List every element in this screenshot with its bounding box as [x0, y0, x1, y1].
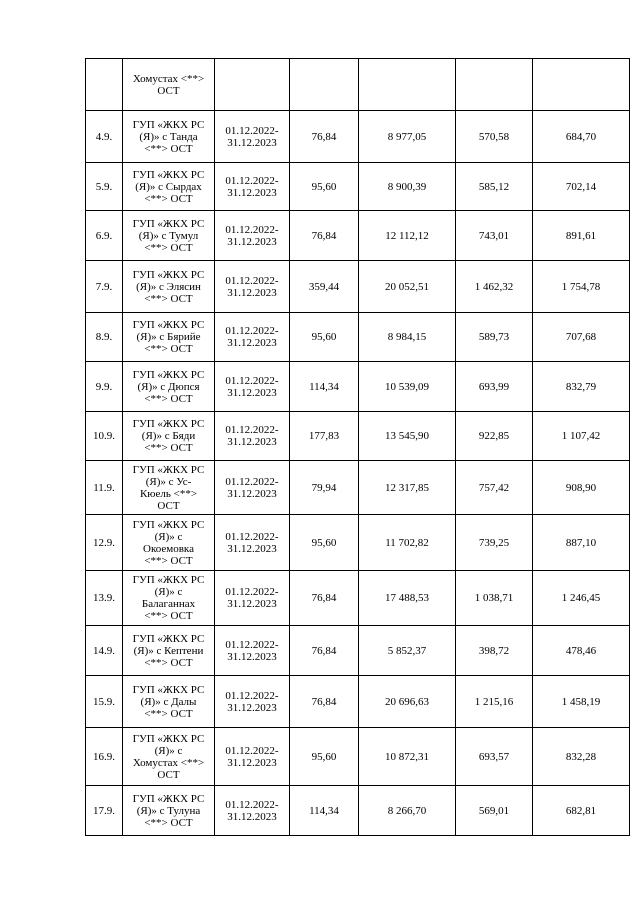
org-name-cell: ГУП «ЖКХ РС (Я)» с Тулуна <**> ОСТ	[123, 786, 215, 836]
period-cell: 01.12.2022- 31.12.2023	[215, 786, 290, 836]
row-number-cell: 15.9.	[86, 676, 123, 728]
table-row	[86, 111, 630, 163]
value-cell-4: 478,46	[533, 626, 630, 676]
value-cell-2: 10 872,31	[359, 728, 456, 786]
value-cell-1: 76,84	[290, 111, 359, 163]
value-cell-3: 739,25	[456, 515, 533, 571]
value-cell-2: 8 266,70	[359, 786, 456, 836]
row-number-cell: 9.9.	[86, 362, 123, 412]
table-row	[86, 676, 630, 728]
org-name-cell: ГУП «ЖКХ РС (Я)» с Элясин <**> ОСТ	[123, 261, 215, 313]
table-row	[86, 461, 630, 515]
value-cell-1: 76,84	[290, 626, 359, 676]
table-row	[86, 412, 630, 461]
value-cell-4: 1 246,45	[533, 571, 630, 626]
table-row	[86, 313, 630, 362]
row-number-cell	[86, 59, 123, 111]
value-cell-2: 12 317,85	[359, 461, 456, 515]
org-name-cell: Хомустах <**> ОСТ	[123, 59, 215, 111]
value-cell-4: 684,70	[533, 111, 630, 163]
value-cell-4: 832,79	[533, 362, 630, 412]
value-cell-1: 76,84	[290, 211, 359, 261]
value-cell-1: 177,83	[290, 412, 359, 461]
value-cell-1	[290, 59, 359, 111]
value-cell-4: 682,81	[533, 786, 630, 836]
value-cell-2: 5 852,37	[359, 626, 456, 676]
value-cell-2: 8 984,15	[359, 313, 456, 362]
value-cell-2: 8 977,05	[359, 111, 456, 163]
value-cell-1: 114,34	[290, 362, 359, 412]
period-cell: 01.12.2022- 31.12.2023	[215, 261, 290, 313]
period-cell: 01.12.2022- 31.12.2023	[215, 362, 290, 412]
value-cell-3	[456, 59, 533, 111]
table-row	[86, 261, 630, 313]
org-name-cell: ГУП «ЖКХ РС (Я)» с Тумул <**> ОСТ	[123, 211, 215, 261]
value-cell-4: 832,28	[533, 728, 630, 786]
table-row	[86, 571, 630, 626]
value-cell-4: 891,61	[533, 211, 630, 261]
value-cell-4: 1 754,78	[533, 261, 630, 313]
value-cell-4: 707,68	[533, 313, 630, 362]
value-cell-3: 570,58	[456, 111, 533, 163]
value-cell-3: 589,73	[456, 313, 533, 362]
value-cell-3: 398,72	[456, 626, 533, 676]
value-cell-2: 12 112,12	[359, 211, 456, 261]
table-row	[86, 626, 630, 676]
value-cell-1: 79,94	[290, 461, 359, 515]
value-cell-2	[359, 59, 456, 111]
value-cell-3: 1 038,71	[456, 571, 533, 626]
row-number-cell: 10.9.	[86, 412, 123, 461]
row-number-cell: 8.9.	[86, 313, 123, 362]
period-cell	[215, 59, 290, 111]
value-cell-3: 569,01	[456, 786, 533, 836]
row-number-cell: 6.9.	[86, 211, 123, 261]
period-cell: 01.12.2022- 31.12.2023	[215, 163, 290, 211]
period-cell: 01.12.2022- 31.12.2023	[215, 515, 290, 571]
value-cell-2: 17 488,53	[359, 571, 456, 626]
table-row	[86, 211, 630, 261]
org-name-cell: ГУП «ЖКХ РС (Я)» с Балаганнах <**> ОСТ	[123, 571, 215, 626]
period-cell: 01.12.2022- 31.12.2023	[215, 412, 290, 461]
value-cell-2: 20 696,63	[359, 676, 456, 728]
table-row	[86, 515, 630, 571]
value-cell-2: 8 900,39	[359, 163, 456, 211]
org-name-cell: ГУП «ЖКХ РС (Я)» с Окоемовка <**> ОСТ	[123, 515, 215, 571]
row-number-cell: 13.9.	[86, 571, 123, 626]
value-cell-1: 95,60	[290, 163, 359, 211]
value-cell-1: 95,60	[290, 515, 359, 571]
value-cell-1: 114,34	[290, 786, 359, 836]
value-cell-4	[533, 59, 630, 111]
value-cell-2: 13 545,90	[359, 412, 456, 461]
period-cell: 01.12.2022- 31.12.2023	[215, 728, 290, 786]
value-cell-4: 887,10	[533, 515, 630, 571]
value-cell-1: 76,84	[290, 571, 359, 626]
value-cell-3: 922,85	[456, 412, 533, 461]
value-cell-2: 20 052,51	[359, 261, 456, 313]
period-cell: 01.12.2022- 31.12.2023	[215, 211, 290, 261]
period-cell: 01.12.2022- 31.12.2023	[215, 313, 290, 362]
period-cell: 01.12.2022- 31.12.2023	[215, 676, 290, 728]
org-name-cell: ГУП «ЖКХ РС (Я)» с Танда <**> ОСТ	[123, 111, 215, 163]
period-cell: 01.12.2022- 31.12.2023	[215, 626, 290, 676]
table-row	[86, 728, 630, 786]
row-number-cell: 4.9.	[86, 111, 123, 163]
org-name-cell: ГУП «ЖКХ РС (Я)» с Бяди <**> ОСТ	[123, 412, 215, 461]
org-name-cell: ГУП «ЖКХ РС (Я)» с Бярийе <**> ОСТ	[123, 313, 215, 362]
period-cell: 01.12.2022- 31.12.2023	[215, 461, 290, 515]
table-row	[86, 362, 630, 412]
row-number-cell: 17.9.	[86, 786, 123, 836]
table-row	[86, 786, 630, 836]
value-cell-4: 702,14	[533, 163, 630, 211]
value-cell-3: 693,57	[456, 728, 533, 786]
value-cell-3: 693,99	[456, 362, 533, 412]
row-number-cell: 7.9.	[86, 261, 123, 313]
value-cell-4: 1 107,42	[533, 412, 630, 461]
row-number-cell: 12.9.	[86, 515, 123, 571]
org-name-cell: ГУП «ЖКХ РС (Я)» с Дюпся <**> ОСТ	[123, 362, 215, 412]
period-cell: 01.12.2022- 31.12.2023	[215, 111, 290, 163]
tariff-table	[85, 58, 630, 836]
row-number-cell: 5.9.	[86, 163, 123, 211]
row-number-cell: 14.9.	[86, 626, 123, 676]
value-cell-4: 1 458,19	[533, 676, 630, 728]
value-cell-2: 10 539,09	[359, 362, 456, 412]
table-row	[86, 163, 630, 211]
value-cell-3: 585,12	[456, 163, 533, 211]
value-cell-3: 1 215,16	[456, 676, 533, 728]
value-cell-3: 743,01	[456, 211, 533, 261]
value-cell-1: 95,60	[290, 728, 359, 786]
org-name-cell: ГУП «ЖКХ РС (Я)» с Кептени <**> ОСТ	[123, 626, 215, 676]
value-cell-1: 76,84	[290, 676, 359, 728]
value-cell-1: 359,44	[290, 261, 359, 313]
row-number-cell: 11.9.	[86, 461, 123, 515]
value-cell-3: 1 462,32	[456, 261, 533, 313]
org-name-cell: ГУП «ЖКХ РС (Я)» с Хомустах <**> ОСТ	[123, 728, 215, 786]
org-name-cell: ГУП «ЖКХ РС (Я)» с Ус- Кюель <**> ОСТ	[123, 461, 215, 515]
value-cell-2: 11 702,82	[359, 515, 456, 571]
value-cell-4: 908,90	[533, 461, 630, 515]
row-number-cell: 16.9.	[86, 728, 123, 786]
value-cell-3: 757,42	[456, 461, 533, 515]
period-cell: 01.12.2022- 31.12.2023	[215, 571, 290, 626]
table-row-continuation	[86, 59, 630, 111]
org-name-cell: ГУП «ЖКХ РС (Я)» с Далы <**> ОСТ	[123, 676, 215, 728]
value-cell-1: 95,60	[290, 313, 359, 362]
org-name-cell: ГУП «ЖКХ РС (Я)» с Сырдах <**> ОСТ	[123, 163, 215, 211]
